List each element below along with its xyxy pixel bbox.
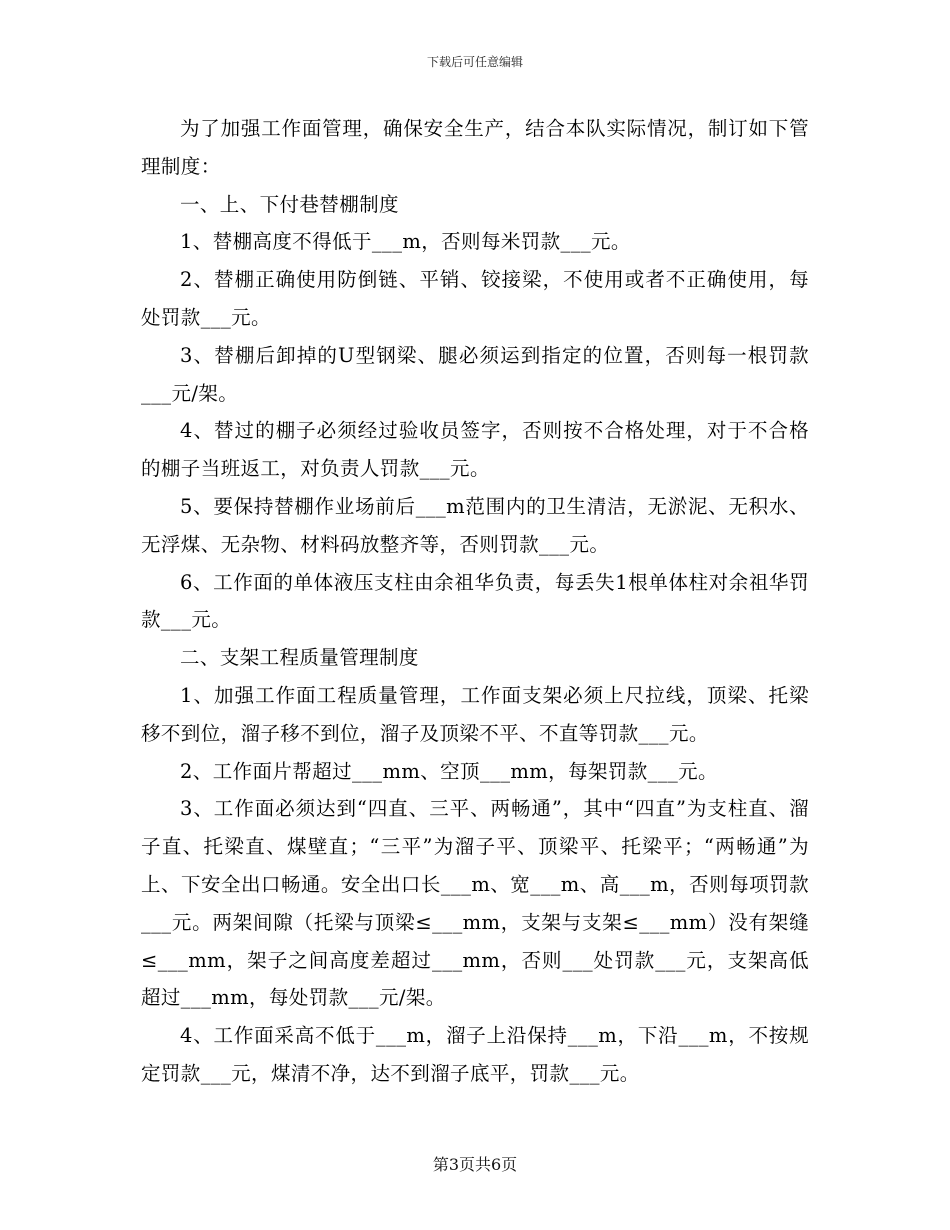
intro-paragraph: 为了加强工作面管理，确保安全生产，结合本队实际情况，制订如下管理制度： — [141, 117, 809, 178]
rule-2-4: 4、工作面采高不低于___m，溜子上沿保持___m，下沿___m，不按规定罚款___元，煤清不净，达不到溜子底平，罚款___元。 — [141, 1024, 809, 1085]
rule-2-2: 2、工作面片帮超过___mm、空顶___mm，每架罚款___元。 — [180, 759, 718, 783]
rule-2-3: 3、工作面必须达到“四直、三平、两畅通”，其中“四直”为支柱直、溜子直、托梁直、煤壁直；“三平”为溜子平、顶梁平、托梁平；“两畅通”为上、下安全出口畅通。安全出口长___m、宽___m、高___m，否则每项罚款___元。两架间隙（托梁与顶梁≤___mm，支架与支架≤___mm）没有架缝≤___mm，架子之间高度差超过___mm，否则___处罚款___元，支架高低超过___mm，每处罚款___元/架。 — [141, 797, 809, 1010]
section-heading-1: 一、上、下付巷替棚制度 — [180, 192, 399, 216]
page-header: 下载后可任意编辑 — [426, 55, 523, 69]
section-heading-2: 二、支架工程质量管理制度 — [180, 646, 419, 670]
page-number: 第3页共6页 — [432, 1155, 518, 1174]
rule-1-1: 1、替棚高度不得低于___m，否则每米罚款___元。 — [180, 230, 631, 254]
rule-1-2: 2、替棚正确使用防倒链、平销、铰接梁，不使用或者不正确使用，每处罚款___元。 — [141, 268, 809, 329]
document-body — [141, 110, 809, 1093]
rule-1-4: 4、替过的棚子必须经过验收员签字，否则按不合格处理，对于不合格的棚子当班返工，对负责人罚款___元。 — [141, 419, 809, 481]
rule-1-5: 5、要保持替棚作业场前后___m范围内的卫生清洁，无淤泥、无积水、无浮煤、无杂物、材料码放整齐等，否则罚款___元。 — [141, 494, 809, 556]
rule-1-3: 3、替棚后卸掉的U型钢梁、腿必须运到指定的位置，否则每一根罚款___元/架。 — [141, 343, 809, 405]
rule-2-1: 1、加强工作面工程质量管理，工作面支架必须上尺拉线，顶梁、托梁移不到位，溜子移不到位，溜子及顶梁不平、不直等罚款___元。 — [141, 683, 809, 745]
rule-1-6: 6、工作面的单体液压支柱由余祖华负责，每丢失1根单体柱对余祖华罚款___元。 — [141, 570, 809, 632]
